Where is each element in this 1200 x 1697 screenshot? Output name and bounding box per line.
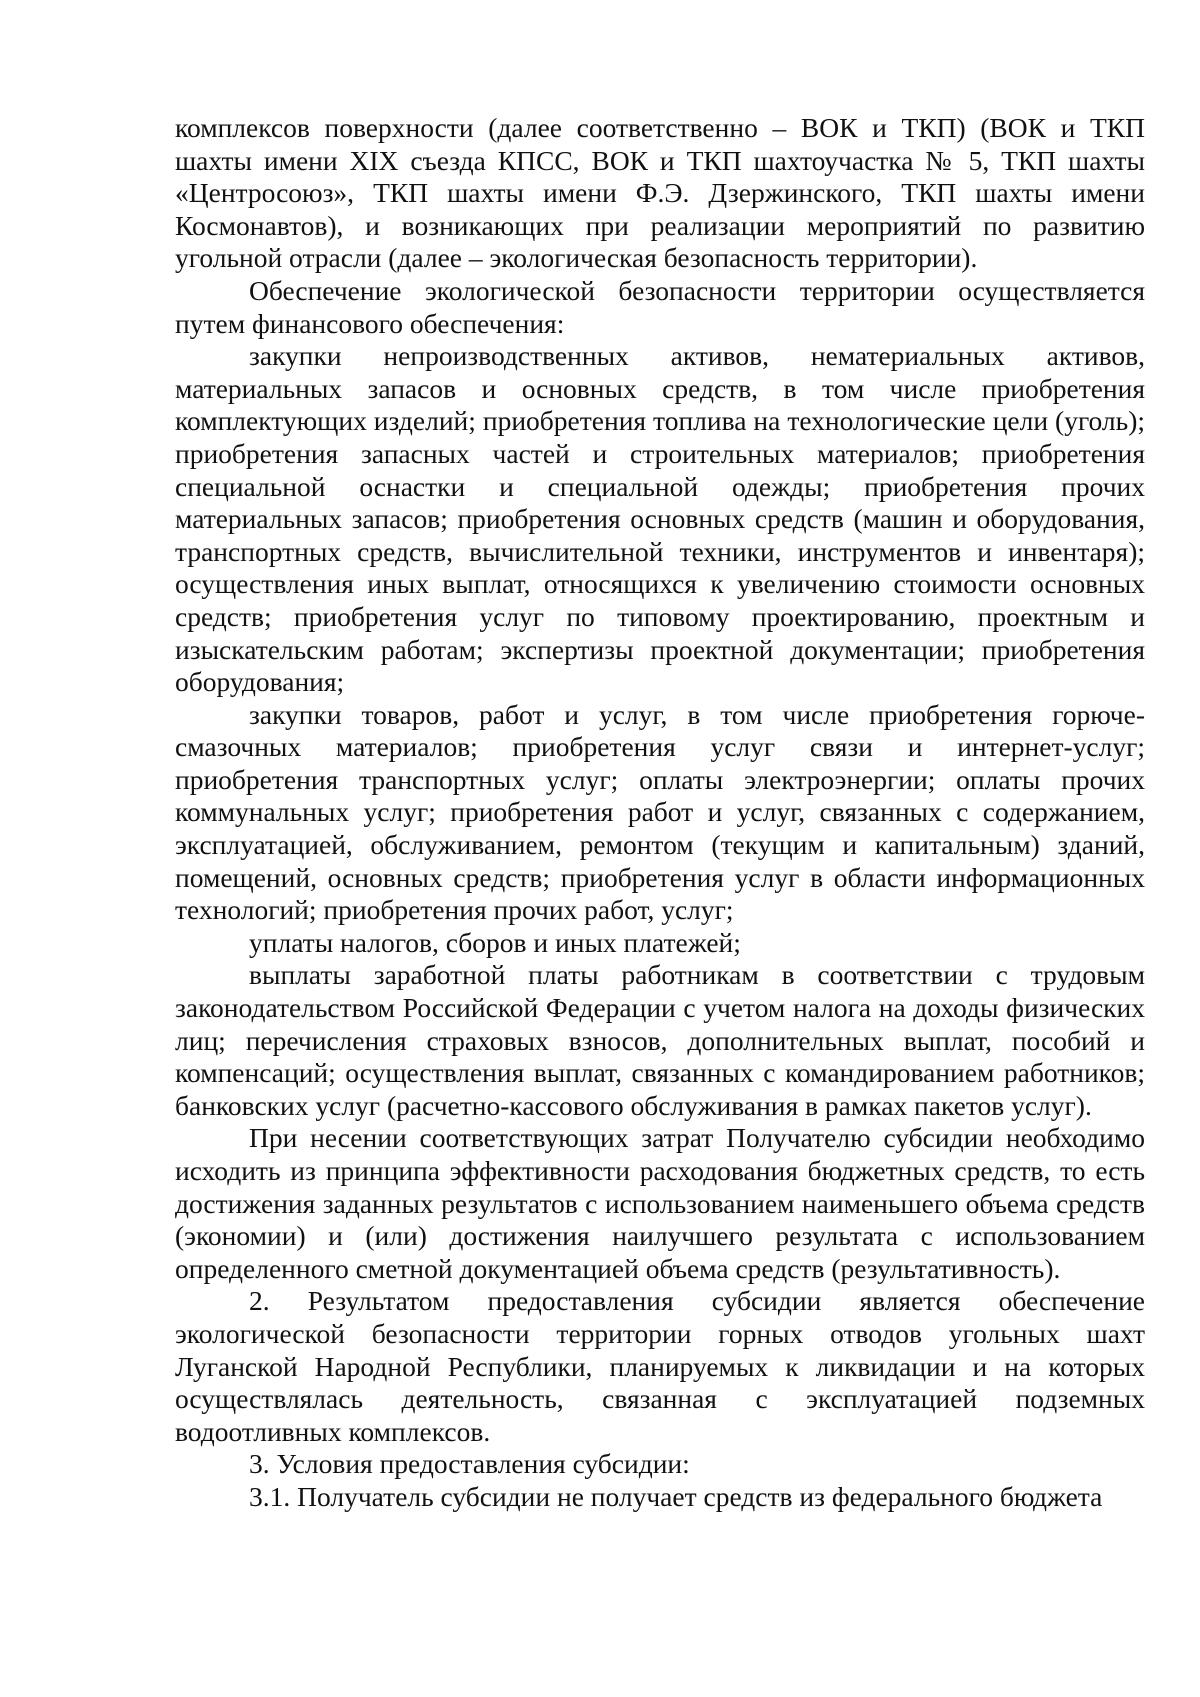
paragraph-efficiency: При несении соответствующих затрат Получателю субсидии необходимо исходить из принципа эффективности расходования бюджетных средств, то есть достижения заданных результатов с использованием наименьшего объема средств (экономии) и (или) достижения наилучшего результата с использованием определенного сметной документацией объема средств (результативность). <box>175 1122 1145 1284</box>
paragraph-wages: выплаты заработной платы работникам в соответствии с трудовым законодательством Российской Федерации с учетом налога на доходы физических лиц; перечисления страховых взносов, дополнительных выплат, пособий и компенсаций; осуществления выплат, связанных с командированием работников; банковских услуг (расчетно-кассового обслуживания в рамках пакетов услуг). <box>175 959 1145 1121</box>
paragraph-ecological-safety: Обеспечение экологической безопасности территории осуществляется путем финансового обеспечения: <box>175 274 1145 339</box>
document-body <box>175 112 1145 1514</box>
paragraph-conditions-heading: 3. Условия предоставления субсидии: <box>249 1448 690 1480</box>
paragraph-continuation: комплексов поверхности (далее соответственно – ВОК и ТКП) (ВОК и ТКП шахты имени XIX съезда КПСС, ВОК и ТКП шахтоучастка № 5, ТКП шахты «Центросоюз», ТКП шахты имени Ф.Э. Дзержинского, ТКП шахты имени Космонавтов), и возникающих при реализации мероприятий по развитию угольной отрасли (далее – экологическая безопасность территории). <box>175 112 1145 274</box>
paragraph-taxes: уплаты налогов, сборов и иных платежей; <box>249 926 741 958</box>
paragraph-nonproduced-assets: закупки непроизводственных активов, нематериальных активов, материальных запасов и основных средств, в том числе приобретения комплектующих изделий; приобретения топлива на технологические цели (уголь); приобретения запасных частей и строительных материалов; приобретения специальной оснастки и специальной одежды; приобретения прочих материальных запасов; приобретения основных средств (машин и оборудования, транспортных средств, вычислительной техники, инструментов и инвентаря); осуществления иных выплат, относящихся к увеличению стоимости основных средств; приобретения услуг по типовому проектированию, проектным и изыскательским работам; экспертизы проектной документации; приобретения оборудования; <box>175 340 1145 698</box>
paragraph-condition-3-1: 3.1. Получатель субсидии не получает средств из федерального бюджета <box>249 1480 1103 1512</box>
paragraph-result: 2. Результатом предоставления субсидии является обеспечение экологической безопасности территории горных отводов угольных шахт Луганской Народной Республики, планируемых к ликвидации и на которых осуществлялась деятельность, связанная с эксплуатацией подземных водоотливных комплексов. <box>175 1285 1145 1447</box>
paragraph-goods-works-services: закупки товаров, работ и услуг, в том числе приобретения горюче-смазочных материалов; приобретения услуг связи и интернет-услуг; приобретения транспортных услуг; оплаты электроэнергии; оплаты прочих коммунальных услуг; приобретения работ и услуг, связанных с содержанием, эксплуатацией, обслуживанием, ремонтом (текущим и капитальным) зданий, помещений, основных средств; приобретения услуг в области информационных технологий; приобретения прочих работ, услуг; <box>175 698 1145 926</box>
